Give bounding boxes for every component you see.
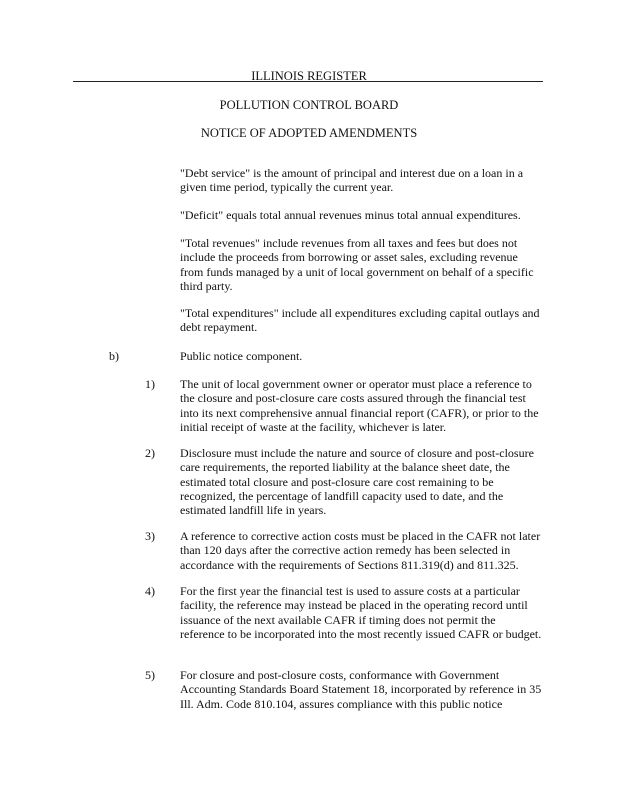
item-1-text: The unit of local government owner or operator must place a reference to the closure and post-closure care costs assured through the financial test into its next comprehensive annual financial report (CAFR), or prior to the initial receipt of waste at the facility, whichever is later. [180,377,539,434]
section-b-title: Public notice component. [180,349,303,363]
item-5-label: 5) [145,668,155,682]
item-4-label: 4) [145,584,155,598]
register-title: ILLINOIS REGISTER [251,69,367,83]
item-2-text: Disclosure must include the nature and source of closure and post-closure care requirements, the reported liability at the balance sheet date, the estimated total closure and post-closure care cost remaining to be recognized, the percentage of landfill capacity used to date, and the estimated landfill life in years. [180,446,534,518]
definition-deficit: "Deficit" equals total annual revenues minus total annual expenditures. [180,208,521,222]
item-3-text: A reference to corrective action costs must be placed in the CAFR not later than 120 days after the corrective action remedy has been selected in accordance with the requirements of Sections 811.319(d) and 811.325. [180,529,541,572]
section-b-label: b) [109,349,119,363]
definition-total-revenues: "Total revenues" include revenues from all taxes and fees but does not include the proceeds from borrowing or asset sales, excluding revenue from funds managed by a unit of local government on behalf of a specific third party. [180,236,534,293]
header-rule [73,81,543,82]
item-2-label: 2) [145,446,155,460]
item-1-label: 1) [145,377,155,391]
board-title: POLLUTION CONTROL BOARD [219,98,399,112]
item-3-label: 3) [145,529,155,543]
definition-total-expenditures: "Total expenditures" include all expenditures excluding capital outlays and debt repayment. [180,306,540,335]
item-4-text: For the first year the financial test is used to assure costs at a particular facility, the reference may instead be placed in the operating record until issuance of the next available CAFR if timing does not permit the reference to be incorporated into the most recently issued CAFR or budget. [180,584,542,641]
notice-title: NOTICE OF ADOPTED AMENDMENTS [200,126,418,140]
item-5-text: For closure and post-closure costs, conformance with Government Accounting Standards Board Statement 18, incorporated by reference in 35 Ill. Adm. Code 810.104, assures compliance with this public notice [180,668,542,711]
definition-debt-service: "Debt service" is the amount of principal and interest due on a loan in a given time period, typically the current year. [180,166,524,195]
